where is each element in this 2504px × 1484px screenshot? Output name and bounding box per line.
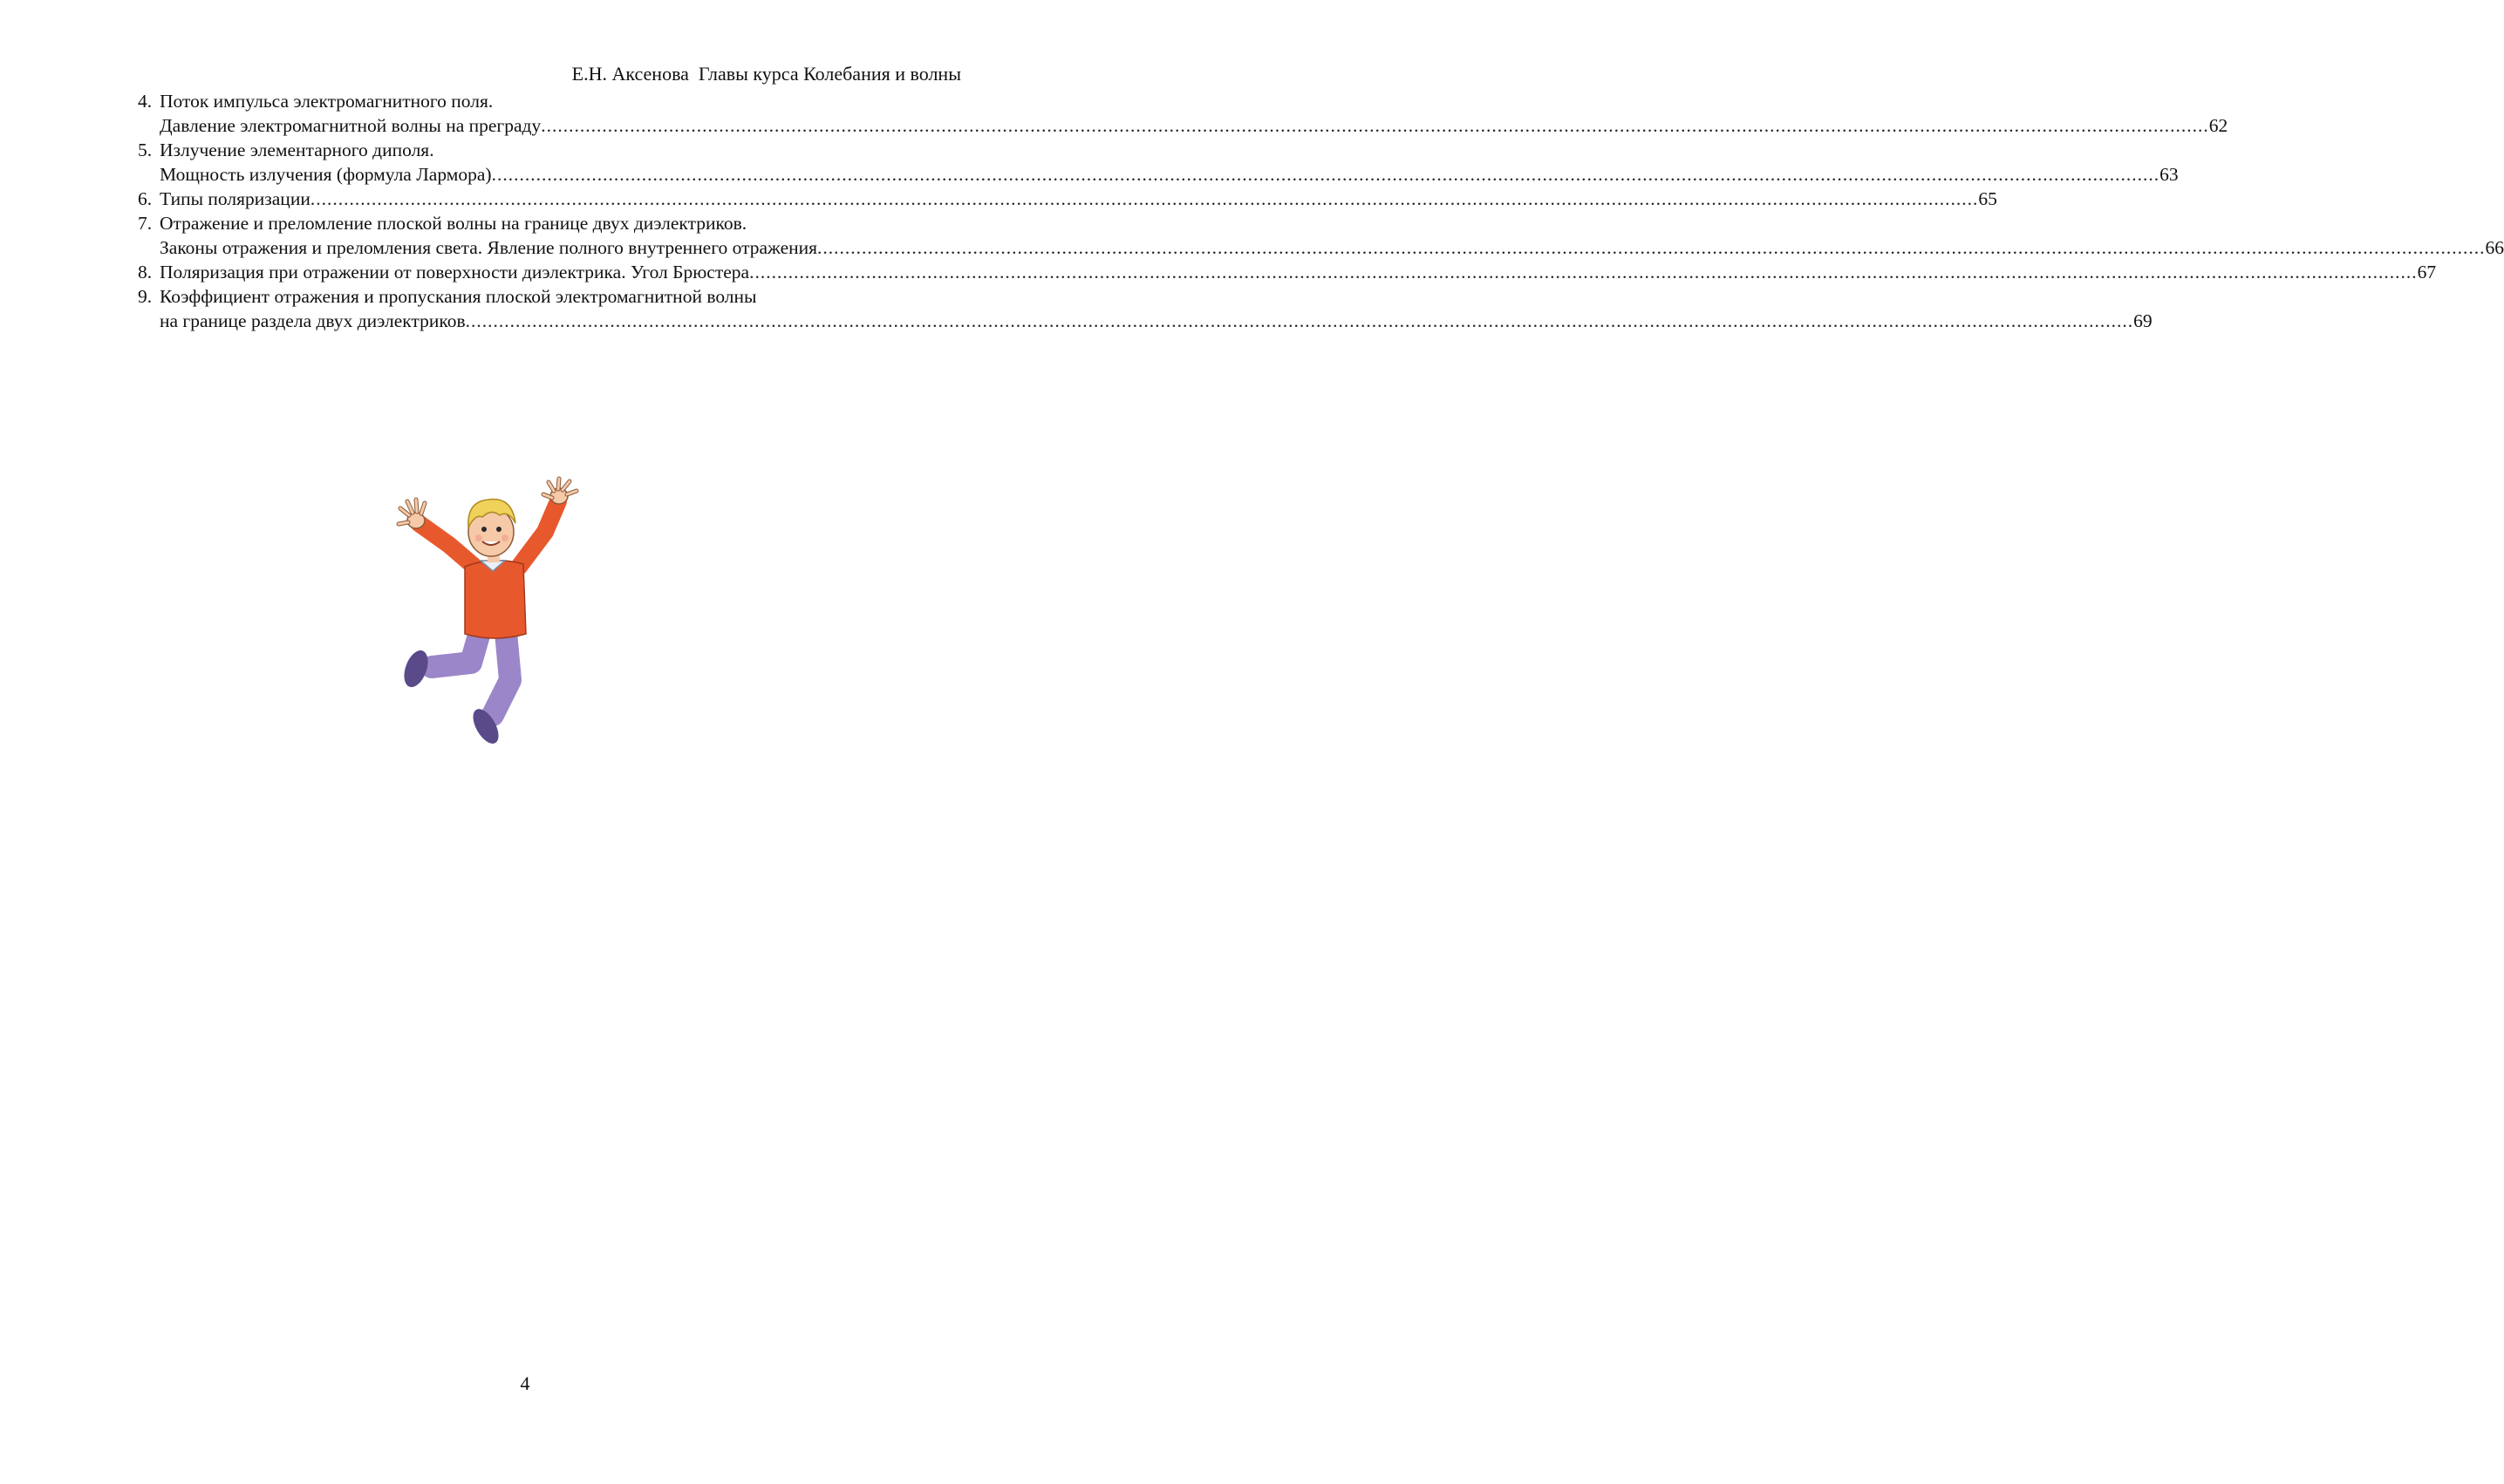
page-number: 4 (520, 1372, 530, 1394)
toc-entry-number: 9. (138, 286, 153, 307)
toc-entry-6[interactable] (138, 187, 1997, 211)
toc-entry-title: Поляризация при отражении от поверхности диэлектрика. Угол Брюстера (160, 262, 750, 283)
toc-entry-page: 65 (1978, 188, 1997, 209)
dot-leader: ............................................................................................................................................................................................................................................................................................................ (310, 188, 1979, 209)
running-header: Е.Н. Аксенова Главы курса Колебания и волны (571, 63, 961, 85)
toc-entry-number: 7. (138, 213, 153, 234)
toc-entry-number: 5. (138, 140, 153, 160)
toc-entry-9[interactable] (138, 284, 2153, 333)
dot-leader: ............................................................................................................................................................................................................................................................................................................ (749, 262, 2418, 283)
toc-entry-number: 6. (138, 188, 153, 209)
table-of-contents (138, 89, 2504, 333)
toc-entry-4[interactable] (138, 89, 2228, 138)
toc-entry-subtitle: на границе раздела двух диэлектриков (160, 310, 466, 331)
toc-entry-page: 66 (2485, 237, 2504, 258)
dot-leader: ............................................................................................................................................................................................................................................................................................................ (817, 237, 2486, 258)
toc-entry-title: Коэффициент отражения и пропускания плоской электромагнитной волны (160, 286, 757, 307)
toc-entry-7[interactable] (138, 211, 2504, 260)
toc-entry-page: 67 (2417, 262, 2437, 283)
jumping-boy-illustration (397, 484, 599, 789)
toc-entry-8[interactable] (138, 260, 2437, 284)
toc-entry-page: 69 (2133, 310, 2153, 331)
dot-leader: ............................................................................................................................................................................................................................................................................................................ (491, 164, 2160, 185)
jumping-boy-icon (397, 484, 599, 789)
toc-entry-title: Поток импульса электромагнитного поля. (160, 91, 494, 112)
toc-entry-title: Излучение элементарного диполя. (160, 140, 434, 160)
toc-entry-title: Отражение и преломление плоской волны на границе двух диэлектриков. (160, 213, 747, 234)
toc-entry-subtitle: Мощность излучения (формула Лармора) (160, 164, 492, 185)
toc-entry-number: 8. (138, 262, 153, 283)
toc-entry-title: Типы поляризации (160, 188, 310, 209)
toc-entry-subtitle: Законы отражения и преломления света. Явление полного внутреннего отражения (160, 237, 818, 258)
toc-entry-page: 62 (2208, 115, 2228, 136)
toc-entry-page: 63 (2159, 164, 2179, 185)
toc-entry-subtitle: Давление электромагнитной волны на преграду (160, 115, 542, 136)
toc-entry-number: 4. (138, 91, 153, 112)
dot-leader: ............................................................................................................................................................................................................................................................................................................ (465, 310, 2134, 331)
toc-entry-5[interactable] (138, 138, 2179, 187)
dot-leader: ............................................................................................................................................................................................................................................................................................................ (541, 115, 2209, 136)
